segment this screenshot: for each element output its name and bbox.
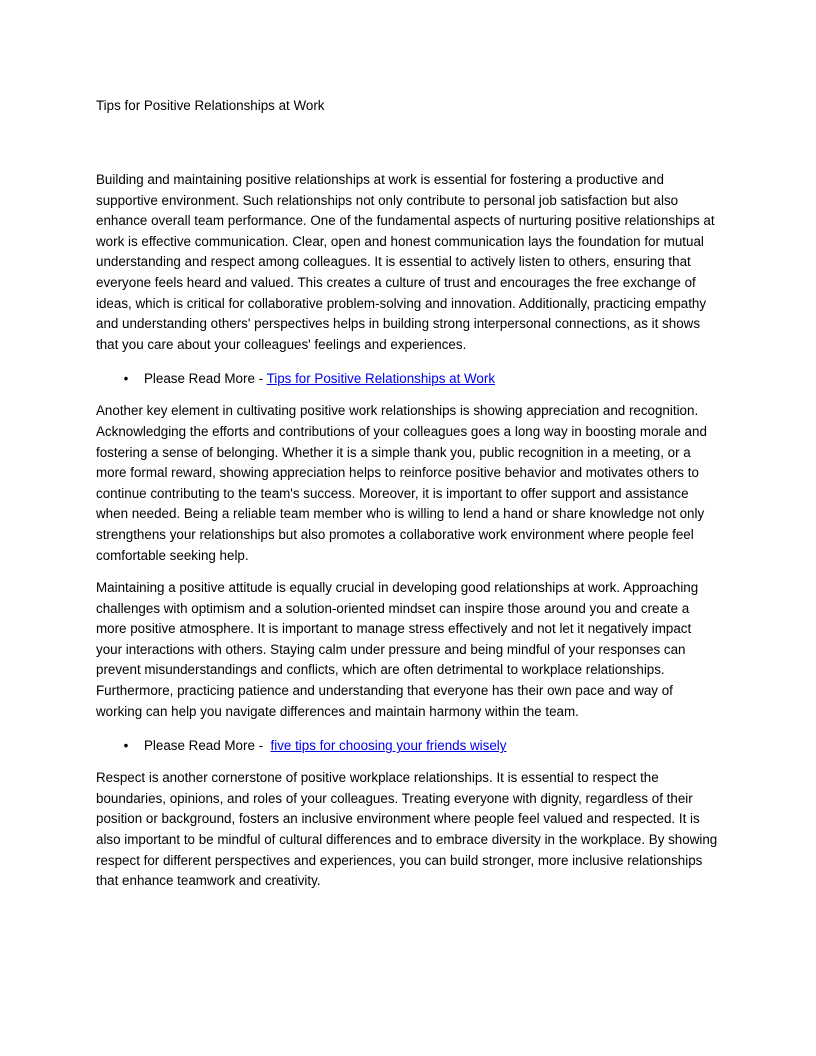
read-more-bullet-1 <box>96 369 720 389</box>
read-more-prefix: Please Read More - <box>144 371 267 387</box>
paragraph-positive-attitude: Maintaining a positive attitude is equally crucial in developing good relationships at work. Approaching challenges with optimism and a solution-oriented mindset can inspire those around you and create a more positive atmosphere. It is important to manage stress effectively and not let it negatively impact your interactions with others. Staying calm under pressure and being mindful of your responses can prevent misunderstandings and conflicts, which are often detrimental to workplace relationships. Furthermore, practicing patience and understanding that everyone has their own pace and way of working can help you navigate differences and maintain harmony within the team. <box>96 580 699 719</box>
document-title: Tips for Positive Relationships at Work <box>96 98 325 113</box>
paragraph-communication: Building and maintaining positive relationships at work is essential for fostering a productive and supportive environment. Such relationships not only contribute to personal job satisfaction but also enhance overall team performance. One of the fundamental aspects of nurturing positive relationships at work is effective communication. Clear, open and honest communication lays the foundation for mutual understanding and respect among colleagues. It is essential to actively listen to others, ensuring that everyone feels heard and valued. This creates a culture of trust and encourages the free exchange of ideas, which is critical for collaborative problem-solving and innovation. Additionally, practicing empathy and understanding others' perspectives helps in building strong interpersonal connections, as it shows that you care about your colleagues' feelings and experiences. <box>96 172 715 352</box>
bullet-symbol: • <box>123 738 129 754</box>
read-more-prefix: Please Read More - <box>144 738 271 754</box>
read-more-bullet-2 <box>96 736 720 756</box>
document-content <box>96 96 720 892</box>
paragraph-respect: Respect is another cornerstone of positive workplace relationships. It is essential to respect the boundaries, opinions, and roles of your colleagues. Treating everyone with dignity, regardless of their position or background, fosters an inclusive environment where people feel valued and respected. It is also important to be mindful of cultural differences and to embrace diversity in the workplace. By showing respect for different perspectives and experiences, you can build stronger, more inclusive relationships that enhance teamwork and creativity. <box>96 770 718 889</box>
bullet-symbol: • <box>123 371 129 387</box>
read-more-link-choosing-friends[interactable]: five tips for choosing your friends wisely <box>270 738 507 754</box>
read-more-link-positive-relationships[interactable]: Tips for Positive Relationships at Work <box>266 371 496 387</box>
paragraph-appreciation: Another key element in cultivating positive work relationships is showing appreciation and recognition. Acknowledging the efforts and contributions of your colleagues goes a long way in boosting morale and fostering a sense of belonging. Whether it is a simple thank you, public recognition in a meeting, or a more formal reward, showing appreciation helps to reinforce positive behavior and motivates others to continue contributing to the team's success. Moreover, it is important to offer support and assistance when needed. Being a reliable team member who is willing to lend a hand or share knowledge not only strengthens your relationships but also promotes a collaborative work environment where people feel comfortable seeking help. <box>96 403 707 563</box>
